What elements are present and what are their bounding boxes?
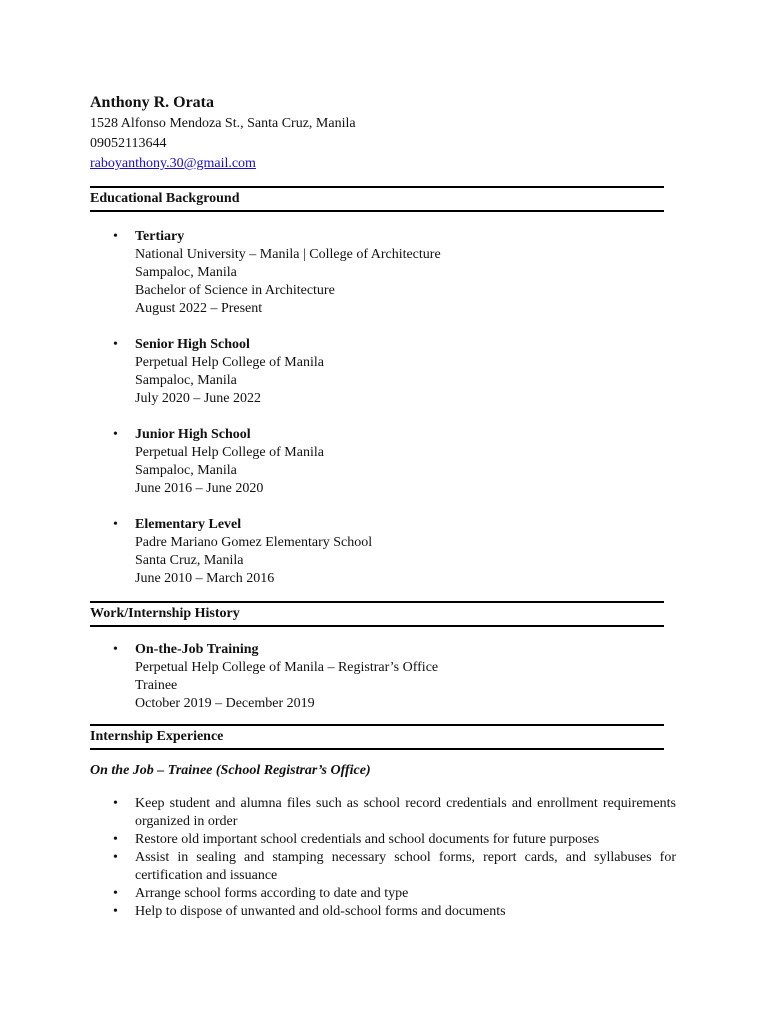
bullet-icon: • bbox=[113, 229, 118, 244]
education-dates: July 2020 – June 2022 bbox=[135, 391, 261, 406]
school-location: Santa Cruz, Manila bbox=[135, 553, 244, 568]
education-item-tertiary bbox=[90, 228, 664, 318]
internship-heading: Internship Experience bbox=[90, 724, 664, 750]
work-role: Trainee bbox=[135, 678, 178, 693]
duty-item bbox=[90, 885, 676, 903]
school-location: Sampaloc, Manila bbox=[135, 373, 237, 388]
resume-page bbox=[90, 92, 676, 921]
bullet-icon: • bbox=[113, 832, 118, 847]
address: 1528 Alfonso Mendoza St., Santa Cruz, Manila bbox=[90, 116, 356, 131]
education-level: Junior High School bbox=[135, 427, 251, 442]
work-history-heading: Work/Internship History bbox=[90, 601, 664, 627]
duty-text: Restore old important school credentials and school documents for future purposes bbox=[135, 832, 600, 847]
school-name: National University – Manila | College of Architecture bbox=[135, 247, 441, 262]
work-organization: Perpetual Help College of Manila – Registrar’s Office bbox=[135, 660, 439, 675]
work-item bbox=[90, 641, 664, 713]
bullet-icon: • bbox=[113, 642, 118, 657]
duty-text: Arrange school forms according to date and type bbox=[135, 886, 409, 901]
internship-role: On the Job – Trainee (School Registrar’s Office) bbox=[90, 763, 371, 778]
education-level: Senior High School bbox=[135, 337, 250, 352]
school-location: Sampaloc, Manila bbox=[135, 463, 237, 478]
education-heading: Educational Background bbox=[90, 186, 664, 212]
bullet-icon: • bbox=[113, 886, 118, 901]
school-name: Padre Mariano Gomez Elementary School bbox=[135, 535, 373, 550]
work-dates: October 2019 – December 2019 bbox=[135, 696, 315, 711]
education-list bbox=[90, 228, 664, 588]
work-title: On-the-Job Training bbox=[135, 642, 259, 657]
bullet-icon: • bbox=[113, 517, 118, 532]
education-dates: August 2022 – Present bbox=[135, 301, 263, 316]
school-name: Perpetual Help College of Manila bbox=[135, 445, 324, 460]
bullet-icon: • bbox=[113, 850, 118, 865]
degree: Bachelor of Science in Architecture bbox=[135, 283, 335, 298]
education-item-senior-high bbox=[90, 336, 664, 408]
duty-text: Keep student and alumna files such as school record credentials and enrollment requirements organized in order bbox=[135, 796, 676, 829]
education-item-junior-high bbox=[90, 426, 664, 498]
bullet-icon: • bbox=[113, 337, 118, 352]
school-location: Sampaloc, Manila bbox=[135, 265, 237, 280]
duty-text: Assist in sealing and stamping necessary school forms, report cards, and syllabuses for certification and issuance bbox=[135, 850, 676, 883]
education-level: Elementary Level bbox=[135, 517, 242, 532]
duty-item bbox=[90, 849, 676, 885]
education-item-elementary bbox=[90, 516, 664, 588]
school-name: Perpetual Help College of Manila bbox=[135, 355, 324, 370]
duties-list bbox=[90, 795, 676, 921]
bullet-icon: • bbox=[113, 904, 118, 919]
duty-item bbox=[90, 795, 676, 831]
education-level: Tertiary bbox=[135, 229, 185, 244]
education-dates: June 2016 – June 2020 bbox=[135, 481, 264, 496]
email-link[interactable]: raboyanthony.30@gmail.com bbox=[90, 156, 256, 171]
duty-item bbox=[90, 903, 676, 921]
bullet-icon: • bbox=[113, 796, 118, 811]
duty-item bbox=[90, 831, 676, 849]
work-history-list bbox=[90, 641, 664, 713]
applicant-name: Anthony R. Orata bbox=[90, 94, 215, 111]
phone-number: 09052113644 bbox=[90, 136, 167, 151]
duty-text: Help to dispose of unwanted and old-school forms and documents bbox=[135, 904, 506, 919]
bullet-icon: • bbox=[113, 427, 118, 442]
education-dates: June 2010 – March 2016 bbox=[135, 571, 275, 586]
